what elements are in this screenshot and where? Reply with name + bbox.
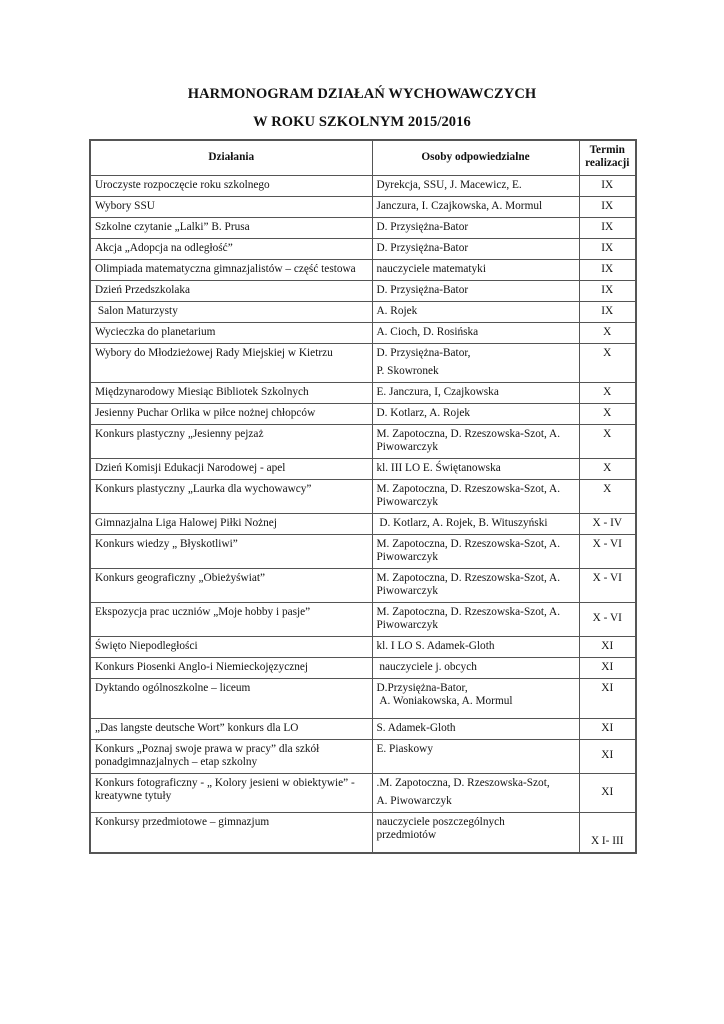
activity-cell: Konkurs fotograficzny - „ Kolory jesieni w obiektywie” - kreatywne tytuły xyxy=(90,773,372,812)
activity-cell: Wycieczka do planetarium xyxy=(90,322,372,343)
table-row xyxy=(90,636,636,657)
responsible-cell xyxy=(372,196,579,217)
table-row xyxy=(90,280,636,301)
term-cell: X - VI xyxy=(579,534,636,568)
table-row xyxy=(90,424,636,458)
responsible-cell xyxy=(372,479,579,513)
term-cell: IX xyxy=(579,196,636,217)
responsible-cell xyxy=(372,238,579,259)
responsible-line: Dyrekcja, SSU, J. Macewicz, E. xyxy=(376,178,522,191)
table-row xyxy=(90,217,636,238)
activity-cell: Salon Maturzysty xyxy=(90,301,372,322)
table-row xyxy=(90,196,636,217)
term-cell: X xyxy=(579,403,636,424)
responsible-line: kl. I LO S. Adamek-Gloth xyxy=(376,639,495,652)
responsible-cell xyxy=(372,678,579,718)
responsible-cell xyxy=(372,280,579,301)
responsible-line: M. Zapotoczna, D. Rzeszowska-Szot, A. Piwowarczyk xyxy=(376,482,563,508)
table-row xyxy=(90,678,636,718)
term-cell: X I- III xyxy=(579,812,636,853)
term-cell: IX xyxy=(579,259,636,280)
term-cell: IX xyxy=(579,280,636,301)
responsible-cell xyxy=(372,424,579,458)
activity-cell: Konkursy przedmiotowe – gimnazjum xyxy=(90,812,372,853)
activity-cell: Wybory SSU xyxy=(90,196,372,217)
term-cell: IX xyxy=(579,175,636,196)
term-cell: X xyxy=(579,424,636,458)
responsible-line: S. Adamek-Gloth xyxy=(376,721,456,734)
responsible-cell xyxy=(372,259,579,280)
term-cell: X xyxy=(579,343,636,382)
table-row xyxy=(90,568,636,602)
table-row xyxy=(90,513,636,534)
term-cell: XI xyxy=(579,678,636,718)
responsible-line: A. Woniakowska, A. Mormul xyxy=(376,694,513,707)
responsible-line: A. Cioch, D. Rosińska xyxy=(376,325,479,338)
responsible-line: D.Przysiężna-Bator, xyxy=(376,681,468,694)
table-row xyxy=(90,301,636,322)
responsible-cell xyxy=(372,322,579,343)
responsible-cell xyxy=(372,175,579,196)
activity-cell: Dzień Komisji Edukacji Narodowej - apel xyxy=(90,458,372,479)
responsible-cell xyxy=(372,217,579,238)
term-cell: XI xyxy=(579,718,636,739)
responsible-line: nauczyciele poszczególnych xyxy=(376,815,505,828)
term-cell: X - VI xyxy=(579,568,636,602)
term-cell: X - VI xyxy=(579,602,636,636)
document-title-line1: HARMONOGRAM DZIAŁAŃ WYCHOWAWCZYCH xyxy=(187,86,537,102)
responsible-line: D. Przysiężna-Bator xyxy=(376,283,469,296)
activity-cell: Dyktando ogólnoszkolne – liceum xyxy=(90,678,372,718)
responsible-cell xyxy=(372,534,579,568)
table-row xyxy=(90,602,636,636)
table-row xyxy=(90,322,636,343)
table-row xyxy=(90,718,636,739)
responsible-line: A. Piwowarczyk xyxy=(376,794,452,807)
responsible-line: D. Kotlarz, A. Rojek, B. Wituszyński xyxy=(376,516,548,529)
responsible-line: A. Rojek xyxy=(376,304,418,317)
responsible-cell xyxy=(372,636,579,657)
activity-cell: Olimpiada matematyczna gimnazjalistów – część testowa xyxy=(90,259,372,280)
table-row xyxy=(90,534,636,568)
table-row xyxy=(90,479,636,513)
responsible-line: P. Skowronek xyxy=(376,364,439,377)
responsible-line: E. Piaskowy xyxy=(376,742,433,755)
responsible-cell xyxy=(372,773,579,812)
header-activities: Działania xyxy=(90,140,372,175)
responsible-cell xyxy=(372,403,579,424)
activity-cell: Konkurs geograficzny „Obieżyświat” xyxy=(90,568,372,602)
responsible-line: przedmiotów xyxy=(376,828,437,841)
responsible-line: D. Przysiężna-Bator, xyxy=(376,346,471,359)
schedule-rows xyxy=(90,175,636,853)
responsible-cell xyxy=(372,382,579,403)
table-row xyxy=(90,259,636,280)
term-cell: IX xyxy=(579,238,636,259)
term-cell: XI xyxy=(579,636,636,657)
term-cell: IX xyxy=(579,301,636,322)
responsible-line: kl. III LO E. Świętanowska xyxy=(376,461,501,474)
header-term xyxy=(579,140,636,175)
activity-cell: Akcja „Adopcja na odległość” xyxy=(90,238,372,259)
header-responsible: Osoby odpowiedzialne xyxy=(372,140,579,175)
activity-cell: „Das langste deutsche Wort” konkurs dla LO xyxy=(90,718,372,739)
table-row xyxy=(90,238,636,259)
term-cell: X xyxy=(579,322,636,343)
table-row xyxy=(90,739,636,773)
responsible-cell xyxy=(372,657,579,678)
term-cell: X - IV xyxy=(579,513,636,534)
activity-cell: Konkurs plastyczny „Laurka dla wychowawcy” xyxy=(90,479,372,513)
activity-cell: Ekspozycja prac uczniów „Moje hobby i pasje” xyxy=(90,602,372,636)
responsible-line: M. Zapotoczna, D. Rzeszowska-Szot, A. Piwowarczyk xyxy=(376,537,563,563)
activity-cell: Uroczyste rozpoczęcie roku szkolnego xyxy=(90,175,372,196)
header-term-line1: Termin xyxy=(589,144,625,157)
activity-cell: Konkurs plastyczny „Jesienny pejzaż xyxy=(90,424,372,458)
activity-cell: Szkolne czytanie „Lalki” B. Prusa xyxy=(90,217,372,238)
activity-cell: Gimnazjalna Liga Halowej Piłki Nożnej xyxy=(90,513,372,534)
responsible-cell xyxy=(372,513,579,534)
activity-cell: Jesienny Puchar Orlika w piłce nożnej chłopców xyxy=(90,403,372,424)
activity-cell: Dzień Przedszkolaka xyxy=(90,280,372,301)
responsible-line: nauczyciele matematyki xyxy=(376,262,486,275)
responsible-line: E. Janczura, I, Czajkowska xyxy=(376,385,499,398)
header-term-line2: realizacji xyxy=(585,157,630,170)
schedule-table xyxy=(89,139,637,854)
activity-cell: Konkurs wiedzy „ Błyskotliwi” xyxy=(90,534,372,568)
term-cell: XI xyxy=(579,657,636,678)
activity-cell: Wybory do Młodzieżowej Rady Miejskiej w Kietrzu xyxy=(90,343,372,382)
responsible-cell xyxy=(372,739,579,773)
document-title-line2: W ROKU SZKOLNYM 2015/2016 xyxy=(253,114,471,130)
table-row xyxy=(90,382,636,403)
responsible-cell xyxy=(372,602,579,636)
responsible-line: nauczyciele j. obcych xyxy=(376,660,477,673)
table-row xyxy=(90,773,636,812)
responsible-line: Janczura, I. Czajkowska, A. Mormul xyxy=(376,199,543,212)
responsible-cell xyxy=(372,812,579,853)
term-cell: XI xyxy=(579,773,636,812)
responsible-cell xyxy=(372,301,579,322)
responsible-line: M. Zapotoczna, D. Rzeszowska-Szot, A. Piwowarczyk xyxy=(376,605,563,631)
responsible-cell xyxy=(372,718,579,739)
table-row xyxy=(90,175,636,196)
responsible-line: M. Zapotoczna, D. Rzeszowska-Szot, A. Piwowarczyk xyxy=(376,427,563,453)
table-header-row xyxy=(90,140,636,175)
table-row xyxy=(90,343,636,382)
responsible-line: .M. Zapotoczna, D. Rzeszowska-Szot, xyxy=(376,776,550,789)
responsible-cell xyxy=(372,568,579,602)
activity-cell: Konkurs „Poznaj swoje prawa w pracy” dla szkół ponadgimnazjalnych – etap szkolny xyxy=(90,739,372,773)
responsible-line: D. Przysiężna-Bator xyxy=(376,220,469,233)
table-row xyxy=(90,403,636,424)
table-row xyxy=(90,657,636,678)
term-cell: X xyxy=(579,458,636,479)
term-cell: X xyxy=(579,479,636,513)
activity-cell: Międzynarodowy Miesiąc Bibliotek Szkolnych xyxy=(90,382,372,403)
activity-cell: Święto Niepodległości xyxy=(90,636,372,657)
responsible-line: D. Przysiężna-Bator xyxy=(376,241,469,254)
term-cell: XI xyxy=(579,739,636,773)
activity-cell: Konkurs Piosenki Anglo-i Niemieckojęzycznej xyxy=(90,657,372,678)
table-row xyxy=(90,812,636,853)
responsible-line: M. Zapotoczna, D. Rzeszowska-Szot, A. Piwowarczyk xyxy=(376,571,563,597)
responsible-cell xyxy=(372,458,579,479)
responsible-cell xyxy=(372,343,579,382)
term-cell: IX xyxy=(579,217,636,238)
table-row xyxy=(90,458,636,479)
term-cell: X xyxy=(579,382,636,403)
responsible-line: D. Kotlarz, A. Rojek xyxy=(376,406,470,419)
